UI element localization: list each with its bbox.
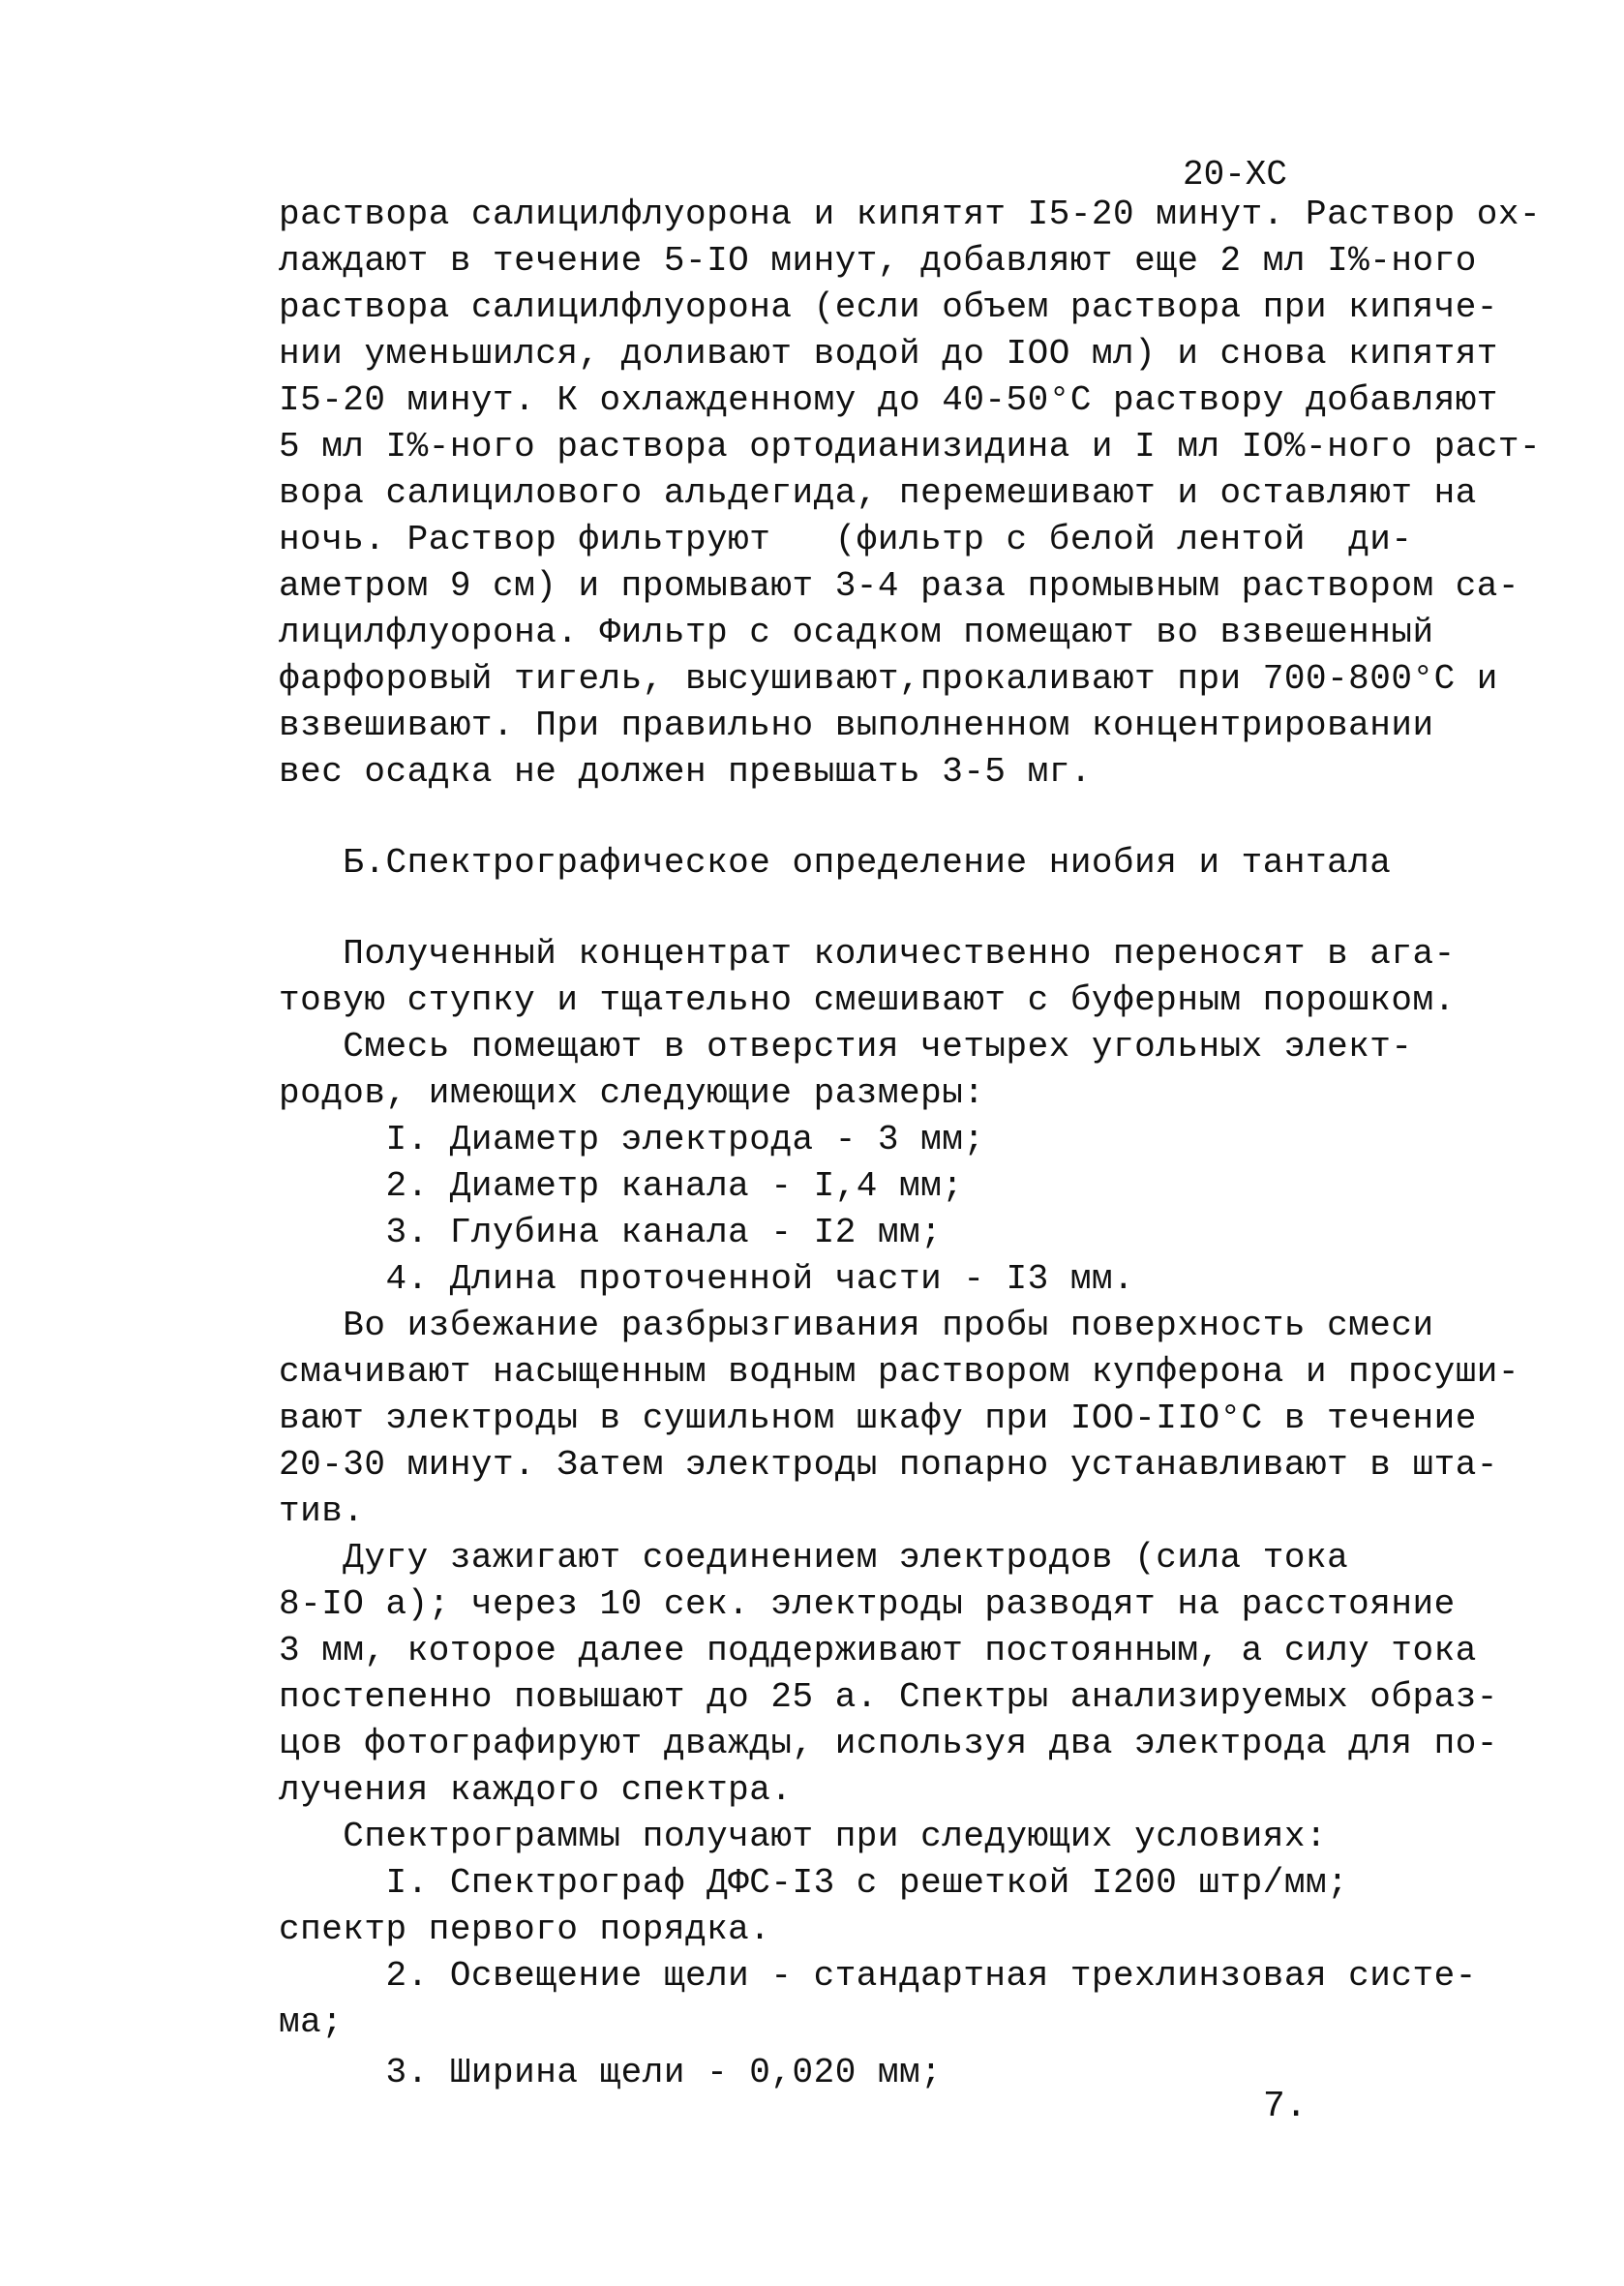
text-line: фарфоровый тигель, высушивают,прокаливают при 700-800°С и <box>279 659 1498 699</box>
text-line: тив. <box>279 1491 365 1531</box>
text-line: 20-30 минут. Затем электроды попарно устанавливают в шта- <box>279 1445 1498 1485</box>
text-line: вора салицилового альдегида, перемешивают и оставляют на <box>279 473 1477 513</box>
text-line: постепенно повышают до 25 а. Спектры анализируемых образ- <box>279 1677 1498 1717</box>
text-line: цов фотографируют дважды, используя два электрода для по- <box>279 1724 1498 1763</box>
text-line: товую ступку и тщательно смешивают с буферным порошком. <box>279 980 1456 1020</box>
text-line: 8-IO а); через 10 сек. электроды разводят на расстояние <box>279 1584 1456 1624</box>
text-line: вают электроды в сушильном шкафу при IOO-IIO°С в течение <box>279 1399 1477 1438</box>
list-item: 2. Освещение щели - стандартная трехлинзовая систе- <box>279 1956 1477 1996</box>
text-line: лаждают в течение 5-IO минут, добавляют еще 2 мл I%-ного <box>279 241 1477 281</box>
text-line: I5-20 минут. К охлажденному до 40-50°С раствору добавляют <box>279 380 1498 420</box>
text-line: раствора салицилфлуорона (если объем раствора при кипяче- <box>279 287 1498 327</box>
list-item: 4. Длина проточенной части - I3 мм. <box>279 1259 1135 1299</box>
text-line: нии уменьшился, доливают водой до IOO мл) и снова кипятят <box>279 334 1498 374</box>
text-line: Дугу зажигают соединением электродов (сила тока <box>279 1538 1349 1578</box>
text-line: лучения каждого спектра. <box>279 1770 793 1810</box>
text-line: Спектрограммы получают при следующих условиях: <box>279 1817 1328 1856</box>
text-line: Смесь помещают в отверстия четырех угольных элект- <box>279 1027 1413 1067</box>
text-line: 5 мл I%-ного раствора ортодианизидина и I мл IO%-ного раст- <box>279 427 1542 466</box>
page-number: 7. <box>1263 2086 1308 2127</box>
text-line: лицилфлуорона. Фильтр с осадком помещают во взвешенный <box>279 613 1434 652</box>
text-line: взвешивают. При правильно выполненном концентрировании <box>279 706 1434 745</box>
text-line: вес осадка не должен превышать 3-5 мг. <box>279 752 1092 792</box>
list-item: 2. Диаметр канала - I,4 мм; <box>279 1166 964 1206</box>
list-item: I. Диаметр электрода - 3 мм; <box>279 1120 985 1159</box>
list-item: I. Спектрограф ДФС-I3 с решеткой I200 штр/мм; <box>279 1863 1349 1903</box>
text-line: Полученный концентрат количественно переносят в ага- <box>279 934 1456 974</box>
text-line: ночь. Раствор фильтруют (фильтр с белой лентой ди- <box>279 520 1413 559</box>
list-item: 3. Глубина канала - I2 мм; <box>279 1213 943 1252</box>
text-line: спектр первого порядка. <box>279 1910 771 1949</box>
document-code: 20-ХС <box>1183 155 1288 195</box>
text-line: раствора салицилфлуорона и кипятят I5-20 минут. Раствор ох- <box>279 195 1542 234</box>
text-line: родов, имеющих следующие размеры: <box>279 1073 985 1113</box>
section-heading: Б.Спектрографическое определение ниобия и тантала <box>279 843 1392 883</box>
text-line: ма; <box>279 2002 344 2042</box>
text-line: Во избежание разбрызгивания пробы поверхность смеси <box>279 1306 1434 1345</box>
text-line: аметром 9 см) и промывают 3-4 раза промывным раствором са- <box>279 566 1520 606</box>
list-item: 3. Ширина щели - 0,020 мм; <box>279 2053 943 2092</box>
text-line: смачивают насыщенным водным раствором купферона и просуши- <box>279 1352 1520 1392</box>
text-line: 3 мм, которое далее поддерживают постоянным, а силу тока <box>279 1631 1477 1670</box>
